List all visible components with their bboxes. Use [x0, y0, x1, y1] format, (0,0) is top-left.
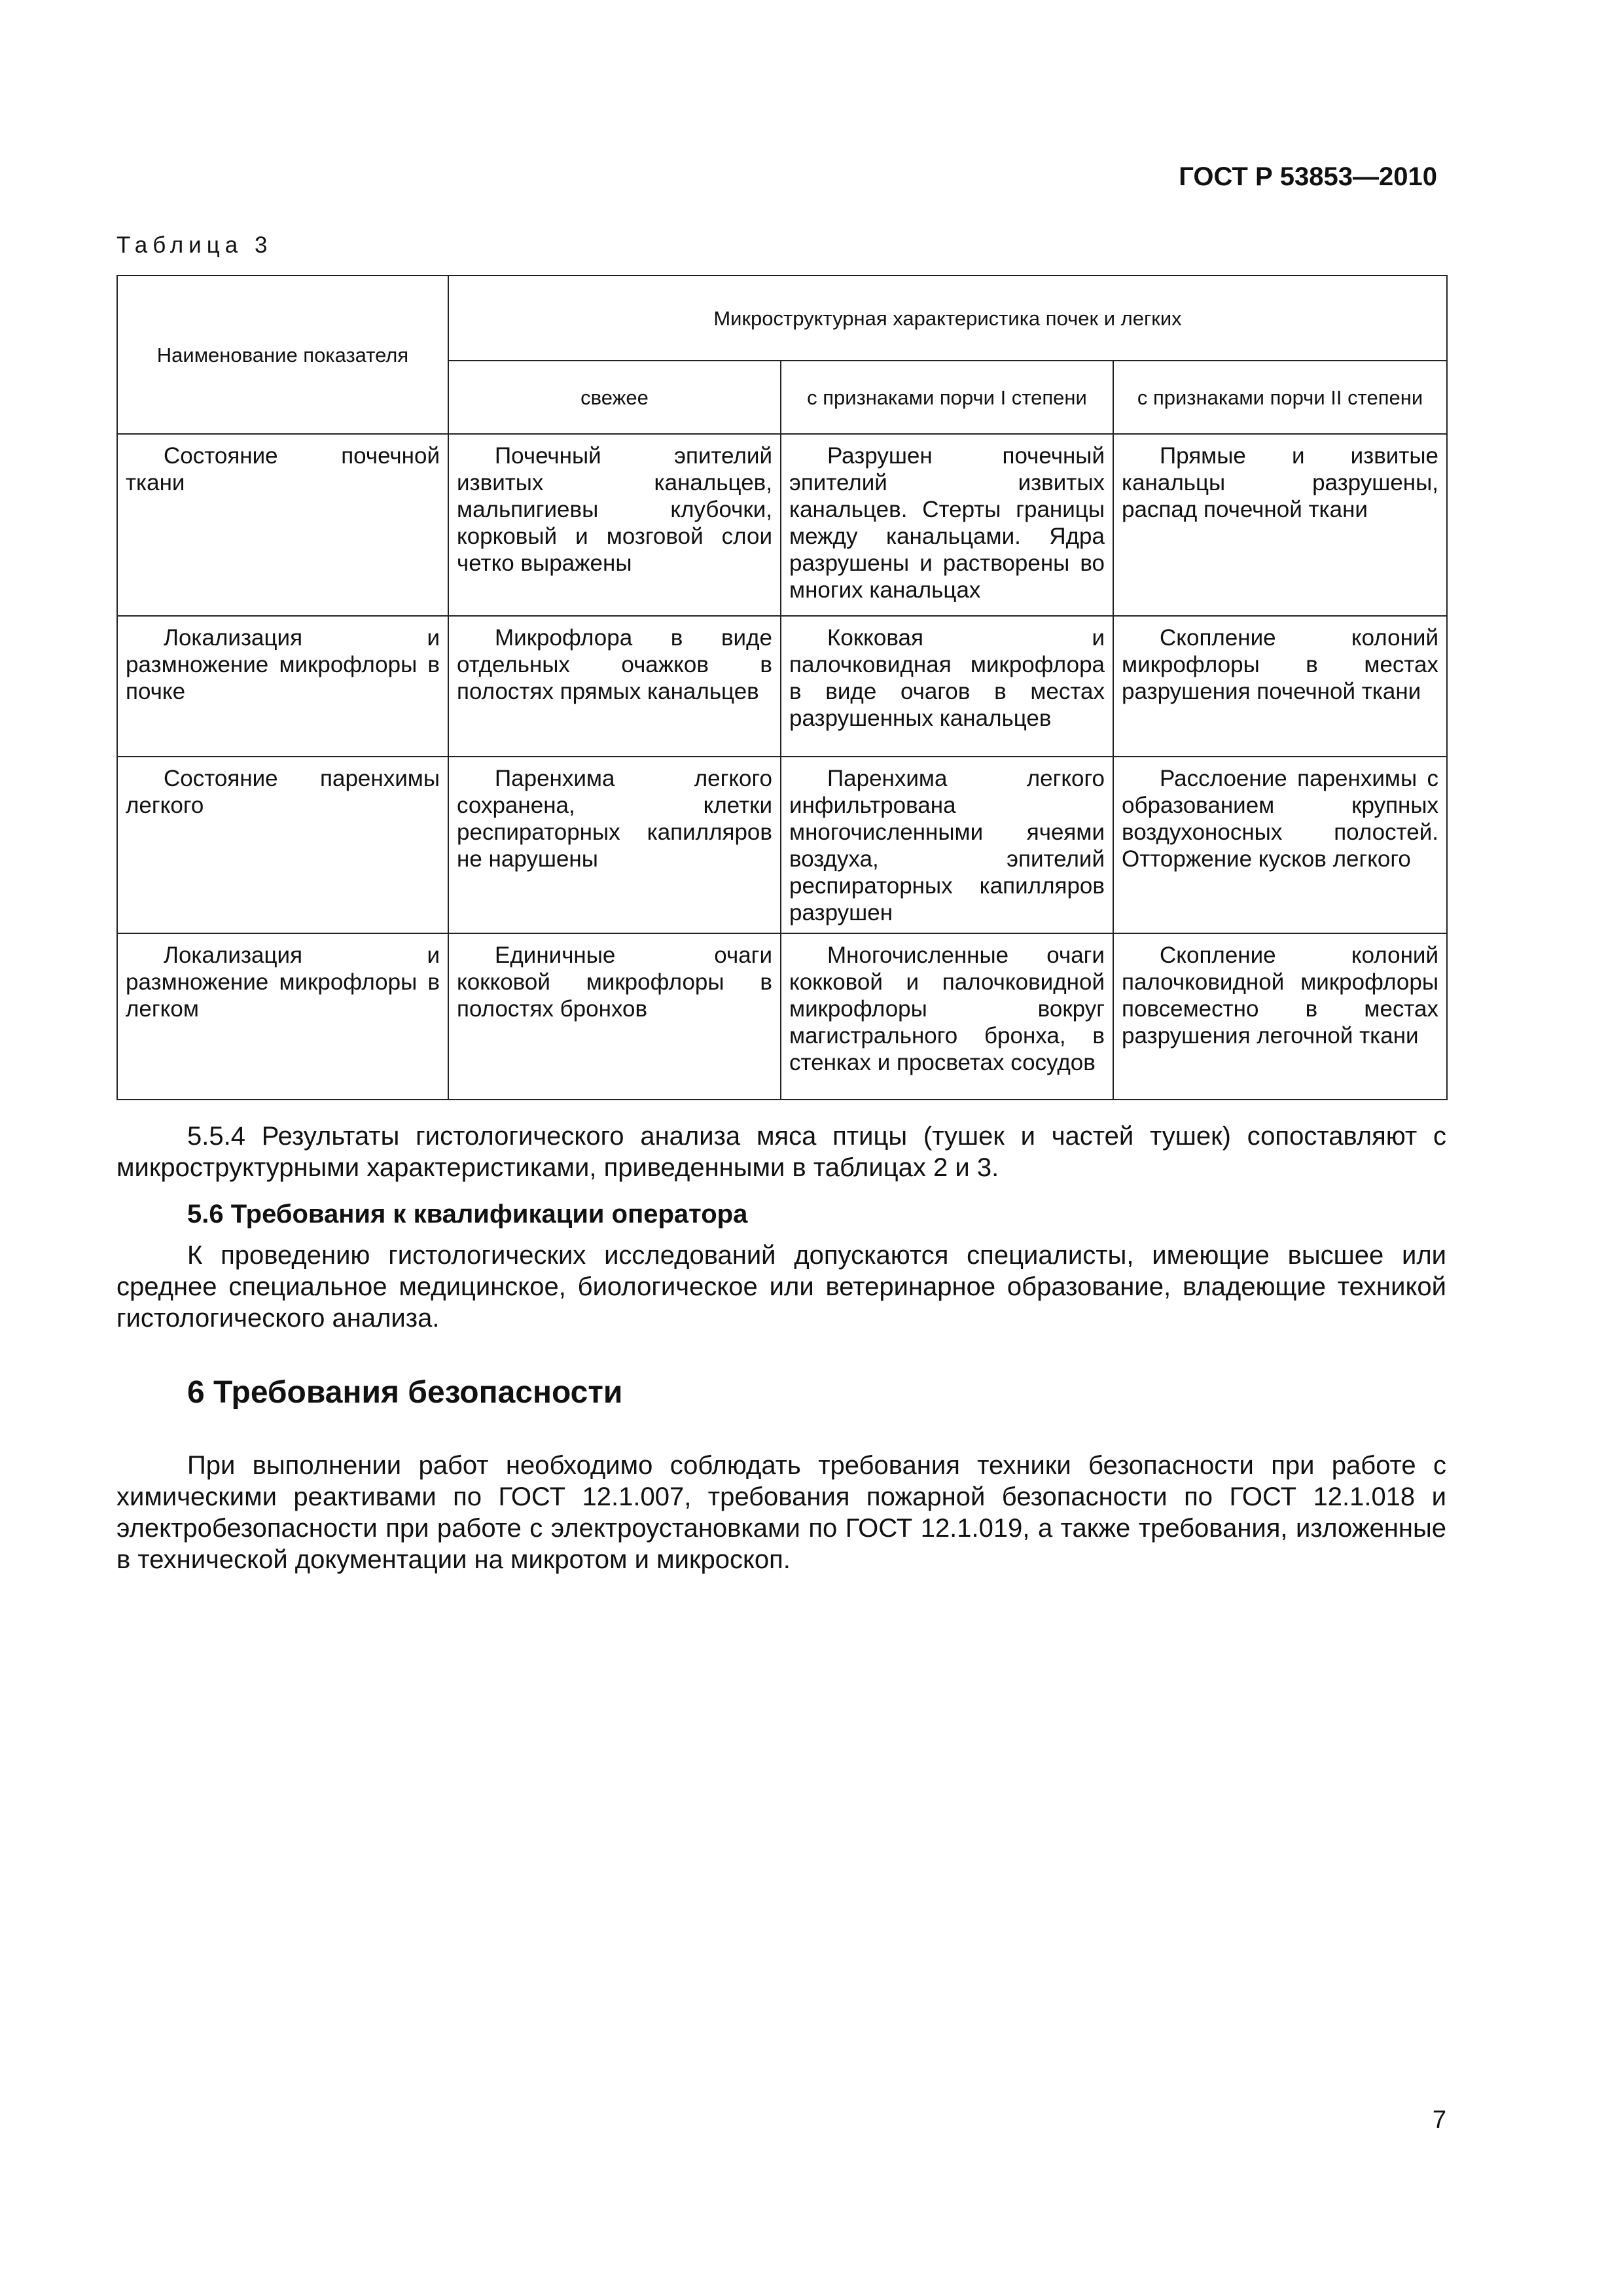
table-row [117, 616, 1447, 757]
cell-spoilage-1: Многочисленные очаги кокковой и палочковидной микрофлоры вокруг магистрального бронха, в стенках и просветах сосудов [781, 933, 1113, 1100]
cell-fresh: Единичные очаги кокковой микрофлоры в полостях бронхов [448, 933, 781, 1100]
cell-spoilage-2: Скопление колоний микрофлоры в местах разрушения почечной ткани [1113, 616, 1447, 757]
document-code: ГОСТ Р 53853—2010 [1179, 162, 1437, 191]
cell-fresh: Микрофлора в виде отдельных очажков в полостях прямых канальцев [448, 616, 781, 757]
header-microstructure: Микроструктурная характеристика почек и легких [448, 276, 1447, 361]
cell-spoilage-2: Расслоение паренхимы с образованием крупных воздухоносных полостей. Отторжение кусков легкого [1113, 757, 1447, 933]
paragraph-5-5-4: 5.5.4 Результаты гистологического анализа мяса птицы (тушек и частей тушек) сопоставляют с микроструктурными характеристиками, приведенными в таблицах 2 и 3. [116, 1122, 1446, 1182]
table-row [117, 757, 1447, 933]
cell-fresh: Почечный эпителий извитых канальцев, мальпигиевы клубочки, корковый и мозговой слои четко выражены [448, 434, 781, 616]
subheader-spoilage-1: с признаками порчи I степени [781, 361, 1113, 434]
section-heading-5-6: 5.6 Требования к квалификации оператора [187, 1200, 748, 1229]
row-name: Состояние паренхимы легкого [117, 757, 448, 933]
cell-spoilage-1: Разрушен почечный эпителий извитых канальцев. Стерты границы между канальцами. Ядра разрушены и растворены во многих канальцах [781, 434, 1113, 616]
table-caption: Таблица 3 [116, 232, 273, 258]
cell-fresh: Паренхима легкого сохранена, клетки респираторных капилляров не нарушены [448, 757, 781, 933]
row-name: Локализация и размножение микрофлоры в почке [117, 616, 448, 757]
characteristics-table [116, 275, 1448, 1100]
header-indicator-name: Наименование показателя [117, 276, 448, 434]
paragraph-6: При выполнении работ необходимо соблюдать требования техники безопасности при работе с химическими реактивами по ГОСТ 12.1.007, требования пожарной безопасности по ГОСТ 12.1.018 и электробезопасности при работе с электроустановками по ГОСТ 12.1.019, а также требования, изложенные в технической документации на микротом и микроскоп. [116, 1451, 1446, 1574]
paragraph-5-6: К проведению гистологических исследований допускаются специалисты, имеющие высшее или среднее специальное медицинское, биологическое или ветеринарное образование, владеющие техникой гистологического анализа. [116, 1241, 1446, 1333]
table-row [117, 933, 1447, 1100]
section-heading-6: 6 Требования безопасности [187, 1375, 623, 1410]
cell-spoilage-2: Скопление колоний палочковидной микрофлоры повсеместно в местах разрушения легочной ткани [1113, 933, 1447, 1100]
subheader-spoilage-2: с признаками порчи II степени [1113, 361, 1447, 434]
cell-spoilage-1: Кокковая и палочковидная микрофлора в виде очагов в местах разрушенных канальцев [781, 616, 1113, 757]
page-number: 7 [1432, 2106, 1446, 2134]
row-name: Состояние почечной ткани [117, 434, 448, 616]
subheader-fresh: свежее [448, 361, 781, 434]
row-name: Локализация и размножение микрофлоры в легком [117, 933, 448, 1100]
cell-spoilage-2: Прямые и извитые канальцы разрушены, распад почечной ткани [1113, 434, 1447, 616]
table-row [117, 434, 1447, 616]
cell-spoilage-1: Паренхима легкого инфильтрована многочисленными ячеями воздуха, эпителий респираторных капилляров разрушен [781, 757, 1113, 933]
